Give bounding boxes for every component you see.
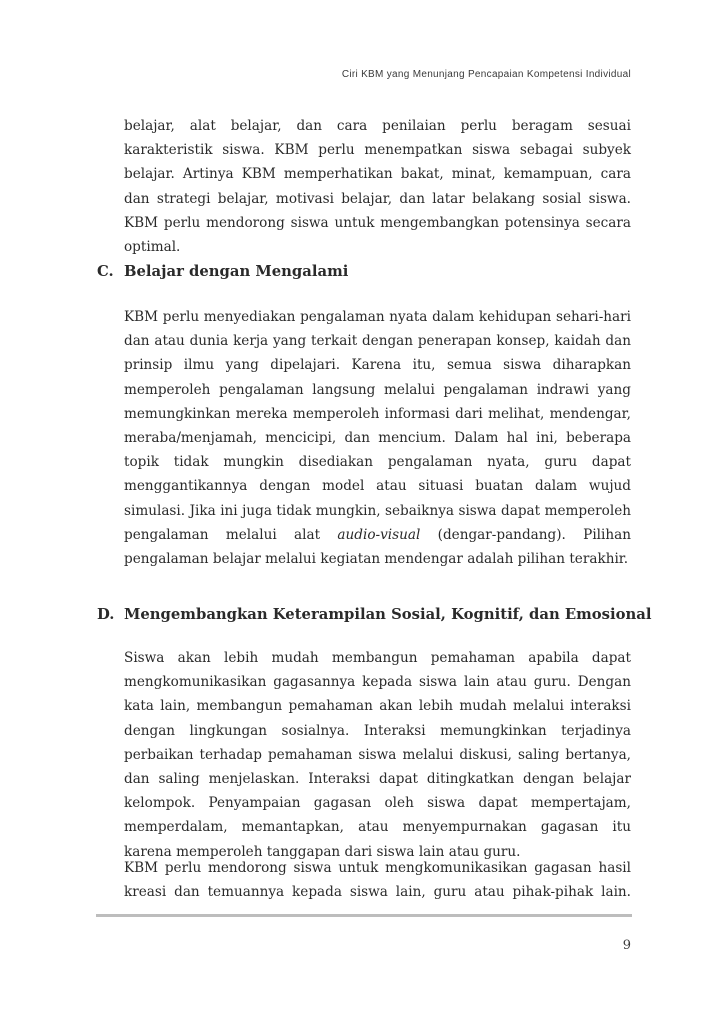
section-c-heading	[97, 260, 637, 284]
section-c-letter: C.	[97, 263, 114, 280]
section-d-heading	[97, 603, 652, 627]
section-c-paragraph	[124, 305, 631, 571]
section-c-body-italic: audio-visual	[337, 526, 421, 543]
page-number: 9	[622, 938, 631, 953]
section-d-paragraph-2: KBM perlu mendorong siswa untuk mengkomunikasikan gagasan hasil kreasi dan temuannya kepada siswa lain, guru atau pihak-pihak lain.	[124, 860, 631, 901]
footer-rule	[96, 914, 632, 917]
section-d-letter: D.	[97, 606, 115, 623]
continuation-paragraph: belajar, alat belajar, dan cara penilaian perlu beragam sesuai karakteristik siswa. KBM perlu menempatkan siswa sebagai subyek belajar. Artinya KBM memperhatikan bakat, minat, kemampuan, cara dan strategi belajar, motivasi belajar, dan latar belakang sosial siswa. KBM perlu mendorong siswa untuk mengembangkan potensinya secara optimal.	[124, 118, 631, 256]
running-header: Ciri KBM yang Menunjang Pencapaian Kompetensi Individual	[341, 69, 631, 80]
section-d-paragraph-1: Siswa akan lebih mudah membangun pemahaman apabila dapat mengkomunikasikan gagasannya kepada siswa lain atau guru. Dengan kata lain, membangun pemahaman akan lebih mudah melalui interaksi dengan lingkungan sosialnya. Interaksi memungkinkan terjadinya perbaikan terhadap pemahaman siswa melalui diskusi, saling bertanya, dan saling menjelaskan. Interaksi dapat ditingkatkan dengan belajar kelompok. Penyampaian gagasan oleh siswa dapat mempertajam, memperdalam, memantapkan, atau menyempurnakan gagasan itu karena memperoleh tanggapan dari siswa lain atau guru.	[124, 650, 631, 860]
section-c-title: Belajar dengan Mengalami	[124, 263, 349, 280]
section-c-body-after: (dengar-pandang). Pilihan pengalaman belajar melalui kegiatan mendengar adalah pilihan terakhir.	[124, 526, 631, 568]
section-d-title: Mengembangkan Keterampilan Sosial, Kognitif, dan Emosional	[124, 606, 652, 623]
section-c-body-before: KBM perlu menyediakan pengalaman nyata dalam kehidupan sehari-hari dan atau dunia kerja yang terkait dengan penerapan konsep, kaidah dan prinsip ilmu yang dipelajari. Karena itu, semua siswa diharapkan memperoleh pengalaman langsung melalui pengalaman indrawi yang memungkinkan mereka memperoleh informasi dari melihat, mendengar, meraba/menjamah, mencicipi, dan mencium. Dalam hal ini, beberapa topik tidak mungkin disediakan pengalaman nyata, guru dapat menggantikannya dengan model atau situasi buatan dalam wujud simulasi. Jika ini juga tidak mungkin, sebaiknya siswa dapat memperoleh pengalaman melalui alat	[124, 309, 631, 543]
